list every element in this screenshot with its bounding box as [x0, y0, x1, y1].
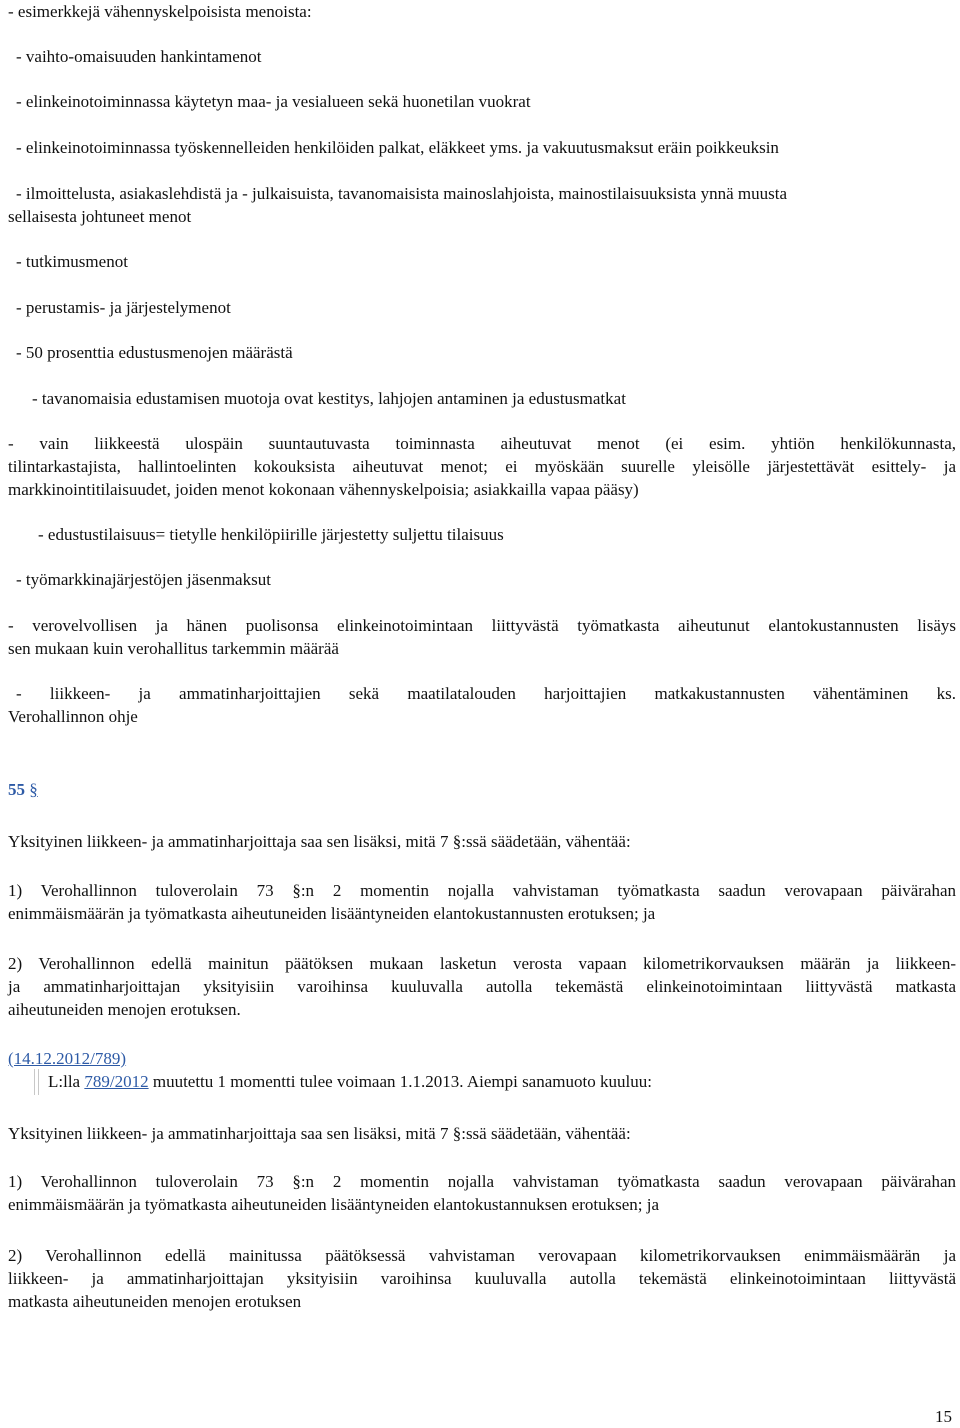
list-item: - 50 prosenttia edustusmenojen määrästä [16, 343, 293, 362]
section-symbol: § [29, 780, 38, 799]
paragraph-continuation: ja ammatinharjoittajan yksityisiin varoihinsa kuuluvalla autolla tekemästä elinkeinotoimintaan liittyvästä matkasta [8, 977, 956, 996]
list-item: - elinkeinotoiminnassa käytetyn maa- ja vesialueen sekä huonetilan vuokrat [16, 92, 531, 111]
list-item: - elinkeinotoiminnassa työskennelleiden henkilöiden palkat, eläkkeet yms. ja vakuutusmaksut eräin poikkeuksin [16, 138, 779, 157]
list-item: - verovelvollisen ja hänen puolisonsa elinkeinotoimintaan liittyvästä työmatkasta aiheutunut elantokustannusten lisäys [8, 616, 956, 635]
section-number: 55 [8, 780, 25, 799]
old-paragraph: 1) Verohallinnon tuloverolain 73 §:n 2 momentin nojalla vahvistaman työmatkasta saadun verovapaan päivärahan [8, 1172, 956, 1191]
paragraph: 2) Verohallinnon edellä mainitun päätöksen mukaan lasketun verosta vapaan kilometrikorvauksen määrän ja liikkeen- [8, 954, 956, 973]
section-heading [8, 778, 38, 801]
list-subitem: - tavanomaisia edustamisen muotoja ovat kestitys, lahjojen antaminen ja edustusmatkat [32, 389, 626, 408]
old-paragraph-continuation: matkasta aiheutuneiden menojen erotuksen [8, 1292, 302, 1311]
amendment-marker [34, 1069, 39, 1095]
old-paragraph: 2) Verohallinnon edellä mainitussa päätöksessä vahvistaman verovapaan kilometrikorvauksen enimmäismäärän ja [8, 1246, 956, 1265]
list-heading: - esimerkkejä vähennyskelpoisista menoista: [8, 2, 312, 21]
amendment-note-suffix: muutettu 1 momentti tulee voimaan 1.1.2013. Aiempi sanamuoto kuuluu: [148, 1072, 652, 1091]
list-item: - tutkimusmenot [16, 252, 128, 271]
amendment-note [48, 1070, 652, 1093]
paragraph-continuation: enimmäismäärän ja työmatkasta aiheutuneiden lisääntyneiden elantokustannusten erotuksen; ja [8, 904, 656, 923]
list-item-continuation: sellaisesta johtuneet menot [8, 207, 192, 226]
paragraph: 1) Verohallinnon tuloverolain 73 §:n 2 momentin nojalla vahvistaman työmatkasta saadun verovapaan päivärahan [8, 881, 956, 900]
list-item: - ilmoittelusta, asiakaslehdistä ja - julkaisuista, tavanomaisista mainoslahjoista, mainostilaisuuksista ynnä muusta [16, 184, 788, 203]
list-subitem: - vain liikkeestä ulospäin suuntautuvasta toiminnasta aiheutuvat menot (ei esim. yhtiön henkilökunnasta, [8, 434, 956, 453]
list-item: - liikkeen- ja ammatinharjoittajien sekä maatilatalouden harjoittajien matkakustannusten vähentäminen ks. [16, 684, 956, 703]
paragraph: Yksityinen liikkeen- ja ammatinharjoittaja saa sen lisäksi, mitä 7 §:ssä säädetään, vähentää: [8, 832, 631, 851]
list-subitem-continuation: markkinointitilaisuudet, joiden menot kokonaan vähennyskelpoisia; asiakkailla vapaa pääsy) [8, 480, 639, 499]
list-item-continuation: sen mukaan kuin verohallitus tarkemmin määrää [8, 639, 339, 658]
amendment-law-link[interactable]: 789/2012 [84, 1072, 149, 1091]
old-paragraph-continuation: enimmäismäärän ja työmatkasta aiheutuneiden lisääntyneiden elantokustannuksen erotuksen; ja [8, 1195, 659, 1214]
old-paragraph-continuation: liikkeen- ja ammatinharjoittajan yksityisiin varoihinsa kuuluvalla autolla tekemästä elinkeinotoimintaan liittyvästä [8, 1269, 956, 1288]
list-item: - perustamis- ja järjestelymenot [16, 298, 231, 317]
list-item: - työmarkkinajärjestöjen jäsenmaksut [16, 570, 271, 589]
list-item: - vaihto-omaisuuden hankintamenot [16, 47, 262, 66]
paragraph-continuation: aiheutuneiden menojen erotuksen. [8, 1000, 241, 1019]
list-item-continuation: Verohallinnon ohje [8, 707, 138, 726]
page-number: 15 [935, 1407, 952, 1426]
list-subitem-continuation: tilintarkastajista, hallintoelinten kokouksista aiheutuvat menot; ei myöskään suurelle yleisölle järjestettävät esittely- ja [8, 457, 956, 476]
list-subitem: - edustustilaisuus= tietylle henkilöpiirille järjestetty suljettu tilaisuus [38, 525, 504, 544]
old-paragraph: Yksityinen liikkeen- ja ammatinharjoittaja saa sen lisäksi, mitä 7 §:ssä säädetään, vähentää: [8, 1124, 631, 1143]
amendment-note-prefix: L:lla [48, 1072, 85, 1091]
amendment-reference-link[interactable]: (14.12.2012/789) [8, 1049, 127, 1068]
